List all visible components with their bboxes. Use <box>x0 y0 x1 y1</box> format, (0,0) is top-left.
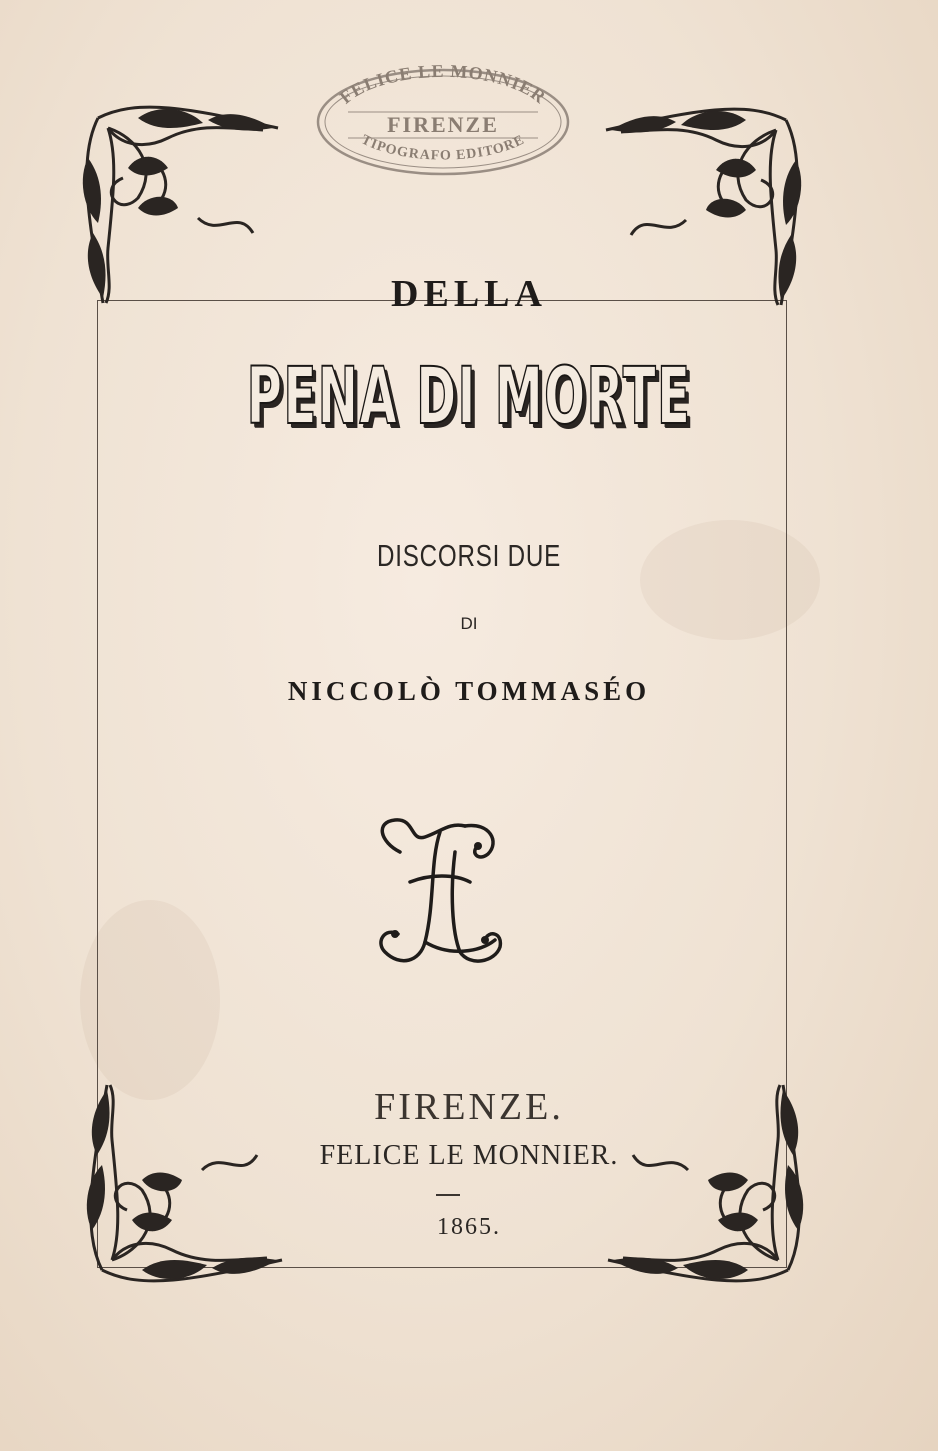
subtitle: DISCORSI DUE <box>376 538 562 573</box>
stamp-line-2: FIRENZE <box>387 112 499 137</box>
imprint-divider <box>436 1194 460 1196</box>
by-line: DI <box>460 614 478 633</box>
stamp-line-1: FELICE LE MONNIER <box>335 60 551 108</box>
svg-text:FELICE LE MONNIER <box>336 61 550 108</box>
title-pre: DELLA <box>391 273 547 315</box>
imprint-year: 1865. <box>437 1214 501 1240</box>
monogram-fl-icon <box>370 812 510 972</box>
page-title: PENA DI MORTE <box>246 352 692 442</box>
svg-text:TIPOGRAFO EDITORE <box>359 132 528 163</box>
author-name: NICCOLÒ TOMMASÉO <box>287 676 651 706</box>
imprint-city: FIRENZE. <box>374 1086 564 1128</box>
imprint-publisher: FELICE LE MONNIER. <box>319 1140 619 1171</box>
publisher-stamp <box>308 60 578 180</box>
stamp-line-3: TIPOGRAFO EDITORE <box>358 132 528 164</box>
